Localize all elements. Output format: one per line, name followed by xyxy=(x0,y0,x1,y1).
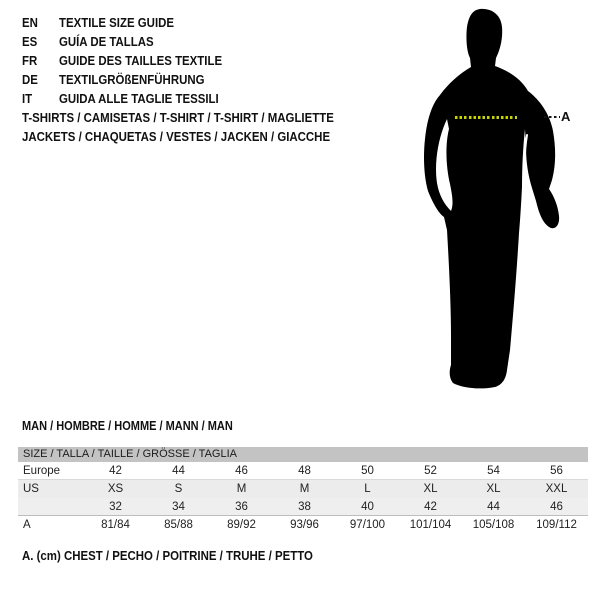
measure-label-a: A xyxy=(561,109,571,124)
table-cell: 101/104 xyxy=(409,519,452,531)
table-cell: 44 xyxy=(172,465,185,477)
table-cell: 44 xyxy=(487,501,500,513)
table-cell: 40 xyxy=(361,501,374,513)
table-cell: 48 xyxy=(298,465,311,477)
table-cell: 52 xyxy=(424,465,437,477)
language-label: TEXTILGRÖßENFÜHRUNG xyxy=(58,72,205,87)
table-cell: 85/88 xyxy=(164,519,193,531)
language-list xyxy=(22,13,222,108)
table-cell: 81/84 xyxy=(101,519,130,531)
row-label xyxy=(18,498,84,515)
table-cell: 46 xyxy=(550,501,563,513)
language-label: GUIDE DES TAILLES TEXTILE xyxy=(58,53,223,68)
language-row-en xyxy=(22,13,222,32)
language-code: DE xyxy=(22,72,38,87)
table-cell: 32 xyxy=(109,501,122,513)
language-label: GUIDA ALLE TAGLIE TESSILI xyxy=(58,91,219,106)
table-cell: XXL xyxy=(545,483,568,495)
table-cell: 50 xyxy=(361,465,374,477)
category-list xyxy=(22,108,334,146)
table-cell: 36 xyxy=(235,501,248,513)
table-cell: S xyxy=(174,483,183,495)
table-cell: M xyxy=(299,483,310,495)
table-cell: 109/112 xyxy=(536,519,577,531)
size-table xyxy=(18,447,588,534)
row-label: US xyxy=(23,483,39,495)
row-label: A xyxy=(23,519,31,531)
language-row-fr xyxy=(22,51,222,70)
language-code: EN xyxy=(22,15,38,30)
category-jackets: JACKETS / CHAQUETAS / VESTES / JACKEN / GIACCHE xyxy=(22,129,331,144)
table-cell: 105/108 xyxy=(472,519,515,531)
chest-measure-line xyxy=(455,116,517,119)
language-code: FR xyxy=(22,53,38,68)
measure-leader-line xyxy=(544,116,560,118)
language-row-de xyxy=(22,70,222,89)
size-table-header: SIZE / TALLA / TAILLE / GRÖSSE / TAGLIA xyxy=(18,447,588,462)
table-cell: 93/96 xyxy=(290,519,319,531)
table-row-alt-size xyxy=(18,498,588,516)
man-silhouette xyxy=(410,5,575,395)
section-title: MAN / HOMBRE / HOMME / MANN / MAN xyxy=(22,419,233,433)
table-cell: XL xyxy=(423,483,438,495)
table-cell: XS xyxy=(107,483,124,495)
table-cell: 89/92 xyxy=(227,519,256,531)
language-row-it xyxy=(22,89,222,108)
language-label: TEXTILE SIZE GUIDE xyxy=(58,15,175,30)
language-code: ES xyxy=(22,34,38,49)
table-cell: XL xyxy=(486,483,501,495)
category-tshirts: T-SHIRTS / CAMISETAS / T-SHIRT / T-SHIRT / MAGLIETTE xyxy=(22,110,334,125)
table-cell: 42 xyxy=(424,501,437,513)
table-cell: 42 xyxy=(109,465,122,477)
table-cell: 46 xyxy=(235,465,248,477)
table-row-chest-cm xyxy=(18,516,588,534)
table-cell: 56 xyxy=(550,465,563,477)
table-row-europe xyxy=(18,462,588,480)
table-row-us xyxy=(18,480,588,498)
table-cell: 34 xyxy=(172,501,185,513)
language-row-es xyxy=(22,32,222,51)
measure-footnote: A. (cm) CHEST / PECHO / POITRINE / TRUHE / PETTO xyxy=(22,548,313,563)
table-cell: L xyxy=(364,483,371,495)
language-label: GUÍA DE TALLAS xyxy=(58,34,154,49)
table-cell: M xyxy=(236,483,247,495)
language-code: IT xyxy=(22,91,33,106)
row-label: Europe xyxy=(23,465,61,477)
table-cell: 97/100 xyxy=(349,519,386,531)
table-cell: 54 xyxy=(487,465,500,477)
table-cell: 38 xyxy=(298,501,311,513)
